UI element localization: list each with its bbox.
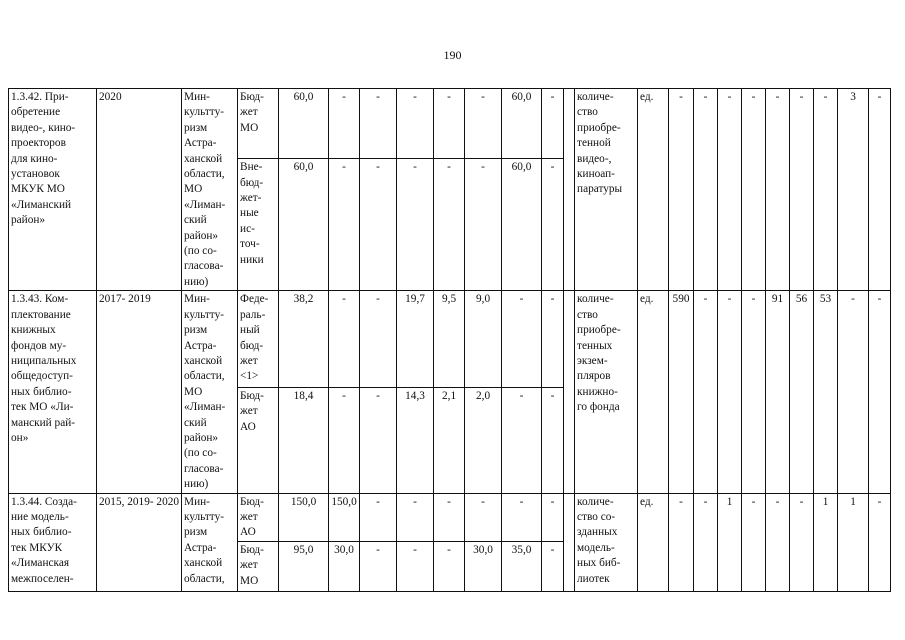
target-value-cell: -	[718, 291, 742, 493]
funding-value-cell: -	[502, 291, 542, 388]
funding-value-cell: 2,1	[434, 388, 465, 494]
measure-name-cell: 1.3.44. Созда- ние модель- ных библио- тек МКУК «Лиманская межпоселен-	[9, 493, 97, 591]
target-value-cell: 1	[814, 493, 838, 591]
target-value-cell: 1	[718, 493, 742, 591]
target-value-cell: -	[869, 291, 891, 493]
funding-source-cell: Бюд- жет АО	[238, 493, 279, 541]
years-cell: 2015, 2019- 2020	[97, 493, 182, 591]
funding-value-cell: -	[542, 89, 564, 159]
funding-value-cell: -	[360, 159, 397, 291]
target-value-cell: 590	[669, 291, 694, 493]
executor-cell: Мин- культту- ризм Астра- ханской области, МО «Лиман- ский район» (по со- гласова- нию)	[182, 89, 238, 291]
funding-value-cell: -	[502, 388, 542, 494]
funding-value-cell: 9,5	[434, 291, 465, 388]
funding-value-cell: 19,7	[397, 291, 434, 388]
target-value-cell: -	[766, 493, 790, 591]
target-value-cell: -	[766, 89, 790, 291]
target-value-cell: -	[718, 89, 742, 291]
funding-value-cell: -	[542, 159, 564, 291]
funding-value-cell: -	[465, 89, 502, 159]
funding-value-cell: -	[434, 159, 465, 291]
target-value-cell: 91	[766, 291, 790, 493]
target-value-cell: -	[838, 291, 869, 493]
funding-source-cell: Феде- раль- ный бюд- жет <1>	[238, 291, 279, 388]
unit-cell: ед.	[638, 291, 669, 493]
target-value-cell: 1	[838, 493, 869, 591]
funding-value-cell: 30,0	[329, 541, 360, 591]
funding-value-cell: 30,0	[465, 541, 502, 591]
table-row	[9, 291, 891, 388]
funding-value-cell: 150,0	[329, 493, 360, 541]
target-value-cell: -	[742, 89, 766, 291]
funding-value-cell: 60,0	[279, 89, 329, 159]
funding-value-cell: -	[542, 493, 564, 541]
funding-value-cell: -	[542, 388, 564, 494]
page-number: 190	[443, 48, 462, 62]
funding-value-cell: -	[360, 89, 397, 159]
funding-value-cell: 2,0	[465, 388, 502, 494]
target-value-cell: -	[814, 89, 838, 291]
target-value-cell: -	[742, 291, 766, 493]
funding-value-cell: -	[397, 89, 434, 159]
funding-value-cell: -	[434, 89, 465, 159]
measure-name-cell: 1.3.42. При- обретение видео-, кино- проекторов для кино- установок МКУК МО «Лиманский район»	[9, 89, 97, 291]
program-table	[8, 88, 891, 592]
executor-cell: Мин- культту- ризм Астра- ханской области, МО «Лиман- ский район» (по со- гласова- нию)	[182, 291, 238, 493]
funding-value-cell: 95,0	[279, 541, 329, 591]
target-value-cell: 56	[790, 291, 814, 493]
funding-value-cell: -	[360, 493, 397, 541]
funding-value-cell: -	[329, 388, 360, 494]
funding-value-cell: -	[465, 159, 502, 291]
funding-value-cell: -	[329, 159, 360, 291]
target-value-cell: -	[742, 493, 766, 591]
indicator-cell: количе- ство приобре- тенных экзем- пляров книжно- го фонда	[575, 291, 638, 493]
years-cell: 2020	[97, 89, 182, 291]
funding-value-cell: -	[360, 388, 397, 494]
funding-value-cell: 35,0	[502, 541, 542, 591]
indicator-cell: количе- ство приобре- тенной видео-, киноап- паратуры	[575, 89, 638, 291]
target-value-cell: -	[869, 89, 891, 291]
unit-cell: ед.	[638, 89, 669, 291]
measure-name-cell: 1.3.43. Ком- плектование книжных фондов му- ниципальных общедоступ- ных библио- тек МО «Ли- манский рай- он»	[9, 291, 97, 493]
target-value-cell: -	[790, 493, 814, 591]
executor-cell: Мин- культту- ризм Астра- ханской области,	[182, 493, 238, 591]
funding-value-cell: -	[360, 541, 397, 591]
funding-value-cell: 60,0	[502, 159, 542, 291]
target-value-cell: -	[869, 493, 891, 591]
funding-value-cell: -	[360, 291, 397, 388]
table-row	[9, 493, 891, 541]
funding-value-cell: -	[397, 541, 434, 591]
spacer-cell	[564, 493, 575, 591]
funding-value-cell: -	[542, 541, 564, 591]
years-cell: 2017- 2019	[97, 291, 182, 493]
indicator-cell: количе- ство со- зданных модель- ных биб- лиотек	[575, 493, 638, 591]
spacer-cell	[564, 291, 575, 493]
unit-cell: ед.	[638, 493, 669, 591]
funding-value-cell: -	[397, 159, 434, 291]
funding-value-cell: 60,0	[502, 89, 542, 159]
funding-value-cell: 60,0	[279, 159, 329, 291]
target-value-cell: -	[694, 493, 718, 591]
funding-source-cell: Бюд- жет МО	[238, 89, 279, 159]
target-value-cell: 3	[838, 89, 869, 291]
target-value-cell: 53	[814, 291, 838, 493]
funding-value-cell: -	[434, 541, 465, 591]
target-value-cell: -	[669, 89, 694, 291]
funding-value-cell: -	[329, 89, 360, 159]
target-value-cell: -	[694, 89, 718, 291]
funding-value-cell: 9,0	[465, 291, 502, 388]
funding-value-cell: -	[465, 493, 502, 541]
funding-value-cell: 150,0	[279, 493, 329, 541]
funding-value-cell: -	[397, 493, 434, 541]
funding-value-cell: -	[542, 291, 564, 388]
target-value-cell: -	[790, 89, 814, 291]
target-value-cell: -	[694, 291, 718, 493]
funding-source-cell: Бюд- жет МО	[238, 541, 279, 591]
table-row	[9, 89, 891, 159]
target-value-cell: -	[669, 493, 694, 591]
funding-value-cell: 18,4	[279, 388, 329, 494]
funding-value-cell: 14,3	[397, 388, 434, 494]
funding-value-cell: -	[502, 493, 542, 541]
funding-value-cell: 38,2	[279, 291, 329, 388]
funding-value-cell: -	[434, 493, 465, 541]
funding-value-cell: -	[329, 291, 360, 388]
funding-source-cell: Вне- бюд- жет- ные ис- точ- ники	[238, 159, 279, 291]
spacer-cell	[564, 89, 575, 291]
funding-source-cell: Бюд- жет АО	[238, 388, 279, 494]
